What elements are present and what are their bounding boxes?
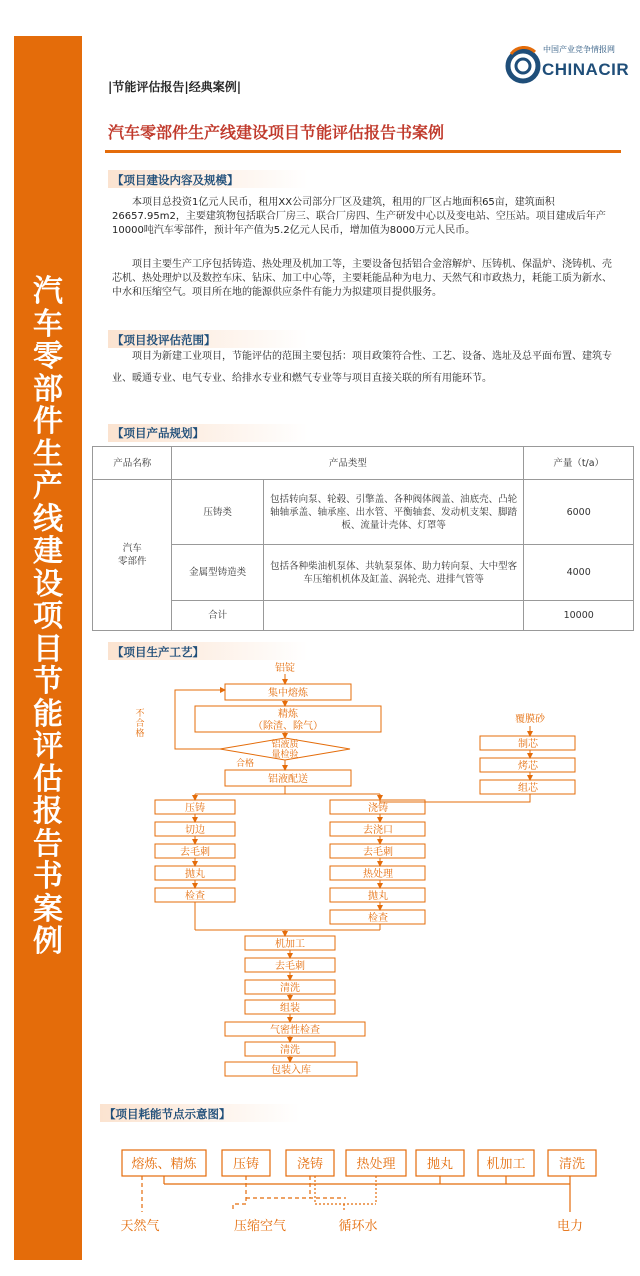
flow-node-core1: 制芯 [518,739,538,750]
flow-node-fail-a: 不 [135,709,145,719]
product-name-cell: 汽车 零部件 [93,480,172,631]
flow-node-c5: 检查 [368,913,388,924]
paragraph-process: 项目主要生产工序包括铸造、热处理及机加工等，主要设备包括铝合金溶解炉、压铸机、保温炉、浇铸机、壳芯机、热处理炉以及数控车床、钻床、加工中心等，主要耗能品种为电力、天然气和市政热力，耗能工质为新水、中水和压缩空气。项目所在地的能源供应条件有能力为拟建项目提供服务。 [112,259,612,298]
flow-node-c1: 去浇口 [363,825,393,836]
logo [505,40,630,88]
flow-node-check-b: 量检验 [271,750,299,760]
flow-node-m6: 清洗 [280,1045,300,1056]
flow-node-c2: 去毛刺 [363,847,393,858]
desc-cell [263,601,523,631]
col-header: 产量（t/a） [524,447,634,480]
logo-mark-icon [505,46,545,86]
col-header: 产品类型 [172,447,524,480]
section-heading-energy: 【项目耗能节点示意图】 [104,1107,231,1121]
flow-node-cast: 浇铸 [368,803,388,814]
qty-cell: 6000 [524,480,634,545]
section-heading-scope: 【项目建设内容及规模】 [112,173,239,187]
flow-node-c4: 抛丸 [368,891,388,902]
energy-node: 压铸 [232,1157,260,1172]
process-flowchart [100,660,590,1080]
title-rule [105,150,621,153]
paragraph-range: 项目为新建工业项目，节能评估的范围主要包括：项目政策符合性、工艺、设备、选址及总平面布置、建筑专业、暖通专业、电气专业、给排水专业和燃气专业等与项目直接关联的所有用能环节。 [112,351,612,384]
flow-node-refine-b: （除渣、除气） [253,721,323,732]
col-header: 产品名称 [93,447,172,480]
desc-cell: 包括各种柴油机泵体、共轨泵泵体、助力转向泵、大中型客车压缩机机体及缸盖、涡轮壳、进排气管等 [263,545,523,601]
flow-node-melt: 集中熔炼 [268,688,308,699]
flow-node-d1: 切边 [185,825,205,836]
flow-node-c3: 热处理 [363,869,393,880]
table-row [93,480,634,545]
type-cell: 合计 [172,601,264,631]
energy-node: 机加工 [486,1157,526,1172]
flow-node-start: 铝锭 [275,663,295,674]
section-heading-range: 【项目投评估范围】 [112,333,216,347]
paragraph-investment: 本项目总投资1亿元人民币，租用XX公司部分厂区及建筑，租用的厂区占地面积65亩，建筑面积26657.95m2，主要建筑物包括联合厂房三、联合厂房四、生产研发中心以及变电站、空压站。项目建成后年产10000吨汽车零部件，预计年产值为5.2亿元人民币，增加值为8000万元人民币。 [112,197,606,236]
flow-node-m4: 组装 [280,1003,300,1014]
table-row [93,601,634,631]
flow-node-alloy: 铝液配送 [268,774,308,785]
flow-node-core2: 烤芯 [518,761,538,772]
flow-node-m2: 去毛刺 [275,961,305,972]
table-row [93,545,634,601]
flow-node-m7: 包装入库 [271,1065,311,1076]
flow-node-m5: 气密性检查 [270,1025,320,1036]
flow-node-d4: 检查 [185,891,205,902]
desc-cell: 包括转向泵、轮毂、引擎盖、各种阀体阀盖、油底壳、凸轮轴轴承盖、轴承座、出水管、平衡轴套、发动机支架、脚踏板、流量计壳体、灯罩等 [263,480,523,545]
section-heading-products: 【项目产品规划】 [112,426,204,440]
product-table [92,446,634,631]
flow-node-d3: 抛丸 [185,869,205,880]
flow-node-m1: 机加工 [275,939,305,950]
energy-node: 清洗 [558,1157,586,1172]
energy-source: 循环水 [338,1219,378,1234]
flow-node-sand: 覆膜砂 [515,714,545,725]
section-heading-flow: 【项目生产工艺】 [112,645,204,659]
type-cell: 压铸类 [172,480,264,545]
flow-node-m3: 清洗 [280,983,300,994]
energy-node: 浇铸 [296,1157,324,1172]
flow-node-die: 压铸 [185,803,205,814]
flow-node-refine-a: 精炼 [278,709,298,720]
type-cell: 金属型铸造类 [172,545,264,601]
energy-source: 压缩空气 [233,1219,287,1234]
flow-node-fail-b: 合 [135,719,145,729]
flow-node-pass: 合格 [235,759,255,769]
flow-node-fail-c: 格 [135,729,145,739]
energy-node-diagram [100,1134,620,1244]
flow-node-check-a: 铝液质 [271,740,299,750]
sidebar-title: 汽 车 零 部 件 生 产 线 建 设 项 目 节 能 评 估 报 告 书 案 例 [33,274,63,959]
energy-source: 天然气 [120,1219,160,1234]
sidebar [14,36,82,1260]
flow-node-core3: 组芯 [518,783,538,794]
page-title: 汽车零部件生产线建设项目节能评估报告书案例 [108,123,445,142]
energy-node: 热处理 [356,1157,396,1172]
energy-source: 电力 [556,1219,584,1234]
logo-cn: 中国产业竞争情报网 [543,45,615,54]
qty-cell: 4000 [524,545,634,601]
energy-node: 熔炼、精炼 [131,1157,197,1172]
qty-cell: 10000 [524,601,634,631]
energy-node: 抛丸 [426,1157,454,1172]
logo-en: CHINACIR [542,60,630,79]
tagline: |节能评估报告|经典案例| [108,80,242,94]
flow-node-d2: 去毛刺 [180,847,210,858]
table-header-row [93,447,634,480]
